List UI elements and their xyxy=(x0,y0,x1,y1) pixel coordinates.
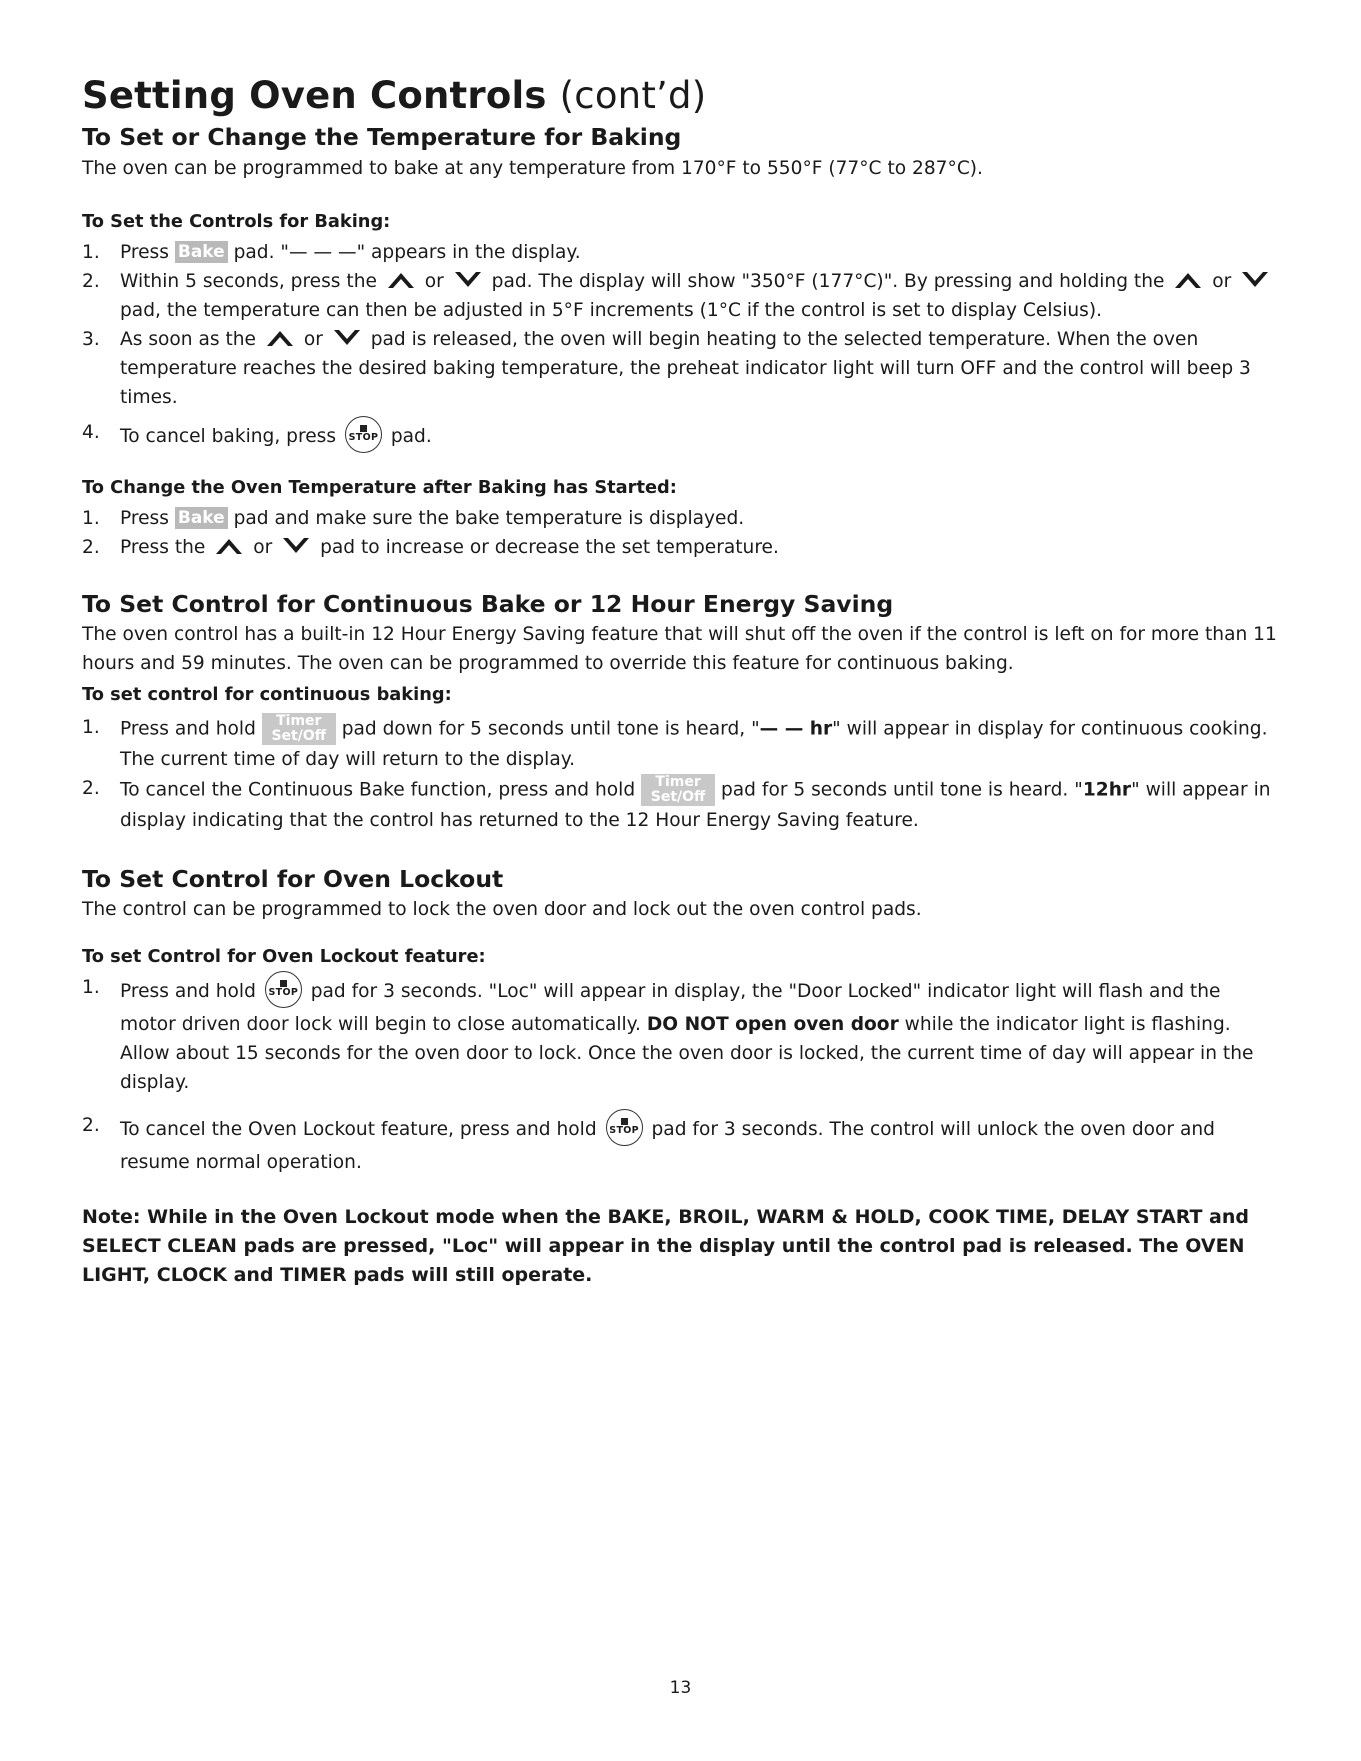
stop-pad-icon: STOP xyxy=(345,416,382,453)
bake-pad-icon: Bake xyxy=(175,241,228,263)
down-arrow-icon xyxy=(332,329,362,347)
list-continuous-baking xyxy=(82,713,1277,835)
stop-pad-icon: STOP xyxy=(606,1109,643,1146)
list-oven-lockout xyxy=(82,973,1277,1177)
subheading-change-temperature: To Change the Oven Temperature after Baking has Started: xyxy=(82,477,677,498)
down-arrow-icon xyxy=(281,537,311,555)
list-item: 3. As soon as the or pad is released, the oven will begin heating to the selected temperature. When the oven temperature reaches the desired baking temperature, the preheat indicator light will turn OFF and the control will beep 3 times. xyxy=(82,329,1251,408)
list-item: 4. To cancel baking, press STOP pad. xyxy=(82,418,1277,455)
bake-pad-icon: Bake xyxy=(175,507,228,529)
section-intro-baking: The oven can be programmed to bake at any temperature from 170°F to 550°F (77°C to 287°C). xyxy=(82,158,983,179)
section-heading-baking-temperature: To Set or Change the Temperature for Baking xyxy=(82,123,682,151)
up-arrow-icon xyxy=(1173,271,1203,289)
down-arrow-icon xyxy=(1240,271,1270,289)
list-item: 1. Press Bake pad. "— — —" appears in the display. xyxy=(82,242,581,263)
section-heading-continuous-bake: To Set Control for Continuous Bake or 12 Hour Energy Saving xyxy=(82,590,894,618)
subheading-continuous-baking: To set control for continuous baking: xyxy=(82,684,452,705)
up-arrow-icon xyxy=(386,271,416,289)
section-intro-continuous-bake: The oven control has a built-in 12 Hour Energy Saving feature that will shut off the oven if the control is left on for more than 11 hours and 59 minutes. The oven can be programmed to override this feature for continuous baking. xyxy=(82,624,1277,674)
list-item: 2. To cancel the Continuous Bake function, press and hold Timer Set/Off pad for 5 seconds until tone is heard. "12hr" will appear in display indicating that the control has returned to the 12 Hour Energy Saving feature. xyxy=(82,774,1271,831)
list-item: 1. Press and hold Timer Set/Off pad down for 5 seconds until tone is heard, "— — hr" will appear in display for continuous cooking. The current time of day will return to the display. xyxy=(82,713,1268,770)
manual-page xyxy=(82,70,1277,1290)
up-arrow-icon xyxy=(214,537,244,555)
section-intro-oven-lockout: The control can be programmed to lock the oven door and lock out the oven control pads. xyxy=(82,899,922,920)
timer-pad-icon: Timer Set/Off xyxy=(262,713,336,745)
page-title xyxy=(82,74,1277,117)
timer-pad-icon: Timer Set/Off xyxy=(641,774,715,806)
down-arrow-icon xyxy=(453,271,483,289)
section-heading-oven-lockout: To Set Control for Oven Lockout xyxy=(82,865,504,893)
lockout-note: Note: While in the Oven Lockout mode when the BAKE, BROIL, WARM & HOLD, COOK TIME, DELAY START and SELECT CLEAN pads are pressed, "Loc" will appear in the display until the control pad is released. The OVEN LIGHT, CLOCK and TIMER pads will still operate. xyxy=(82,1206,1249,1286)
page-title-main: Setting Oven Controls xyxy=(82,74,547,117)
page-number: 13 xyxy=(669,1678,692,1698)
list-item: 1. Press and hold STOP pad for 3 seconds. "Loc" will appear in display, the "Door Locked" indicator light will flash and the motor driven door lock will begin to close automatically. DO NOT open oven door while the indicator light is flashing. Allow about 15 seconds for the oven door to lock. Once the oven door is locked, the current time of day will appear in the display. xyxy=(82,973,1277,1097)
list-set-controls-baking xyxy=(82,238,1277,455)
list-change-temperature xyxy=(82,504,1277,562)
subheading-set-controls-baking: To Set the Controls for Baking: xyxy=(82,211,391,232)
list-item: 2. To cancel the Oven Lockout feature, press and hold STOP pad for 3 seconds. The control will unlock the oven door and resume normal operation. xyxy=(82,1111,1277,1177)
list-item: 2. Within 5 seconds, press the or pad. The display will show "350°F (177°C)". By pressing and holding the or pad, the temperature can then be adjusted in 5°F increments (1°C if the control is set to display Celsius). xyxy=(82,267,1277,325)
page-title-suffix: (cont’d) xyxy=(559,74,707,117)
up-arrow-icon xyxy=(265,329,295,347)
list-item: 2. Press the or pad to increase or decrease the set temperature. xyxy=(82,537,779,558)
subheading-oven-lockout: To set Control for Oven Lockout feature: xyxy=(82,946,486,967)
list-item: 1. Press Bake pad and make sure the bake temperature is displayed. xyxy=(82,508,745,529)
stop-pad-icon: STOP xyxy=(265,971,302,1008)
